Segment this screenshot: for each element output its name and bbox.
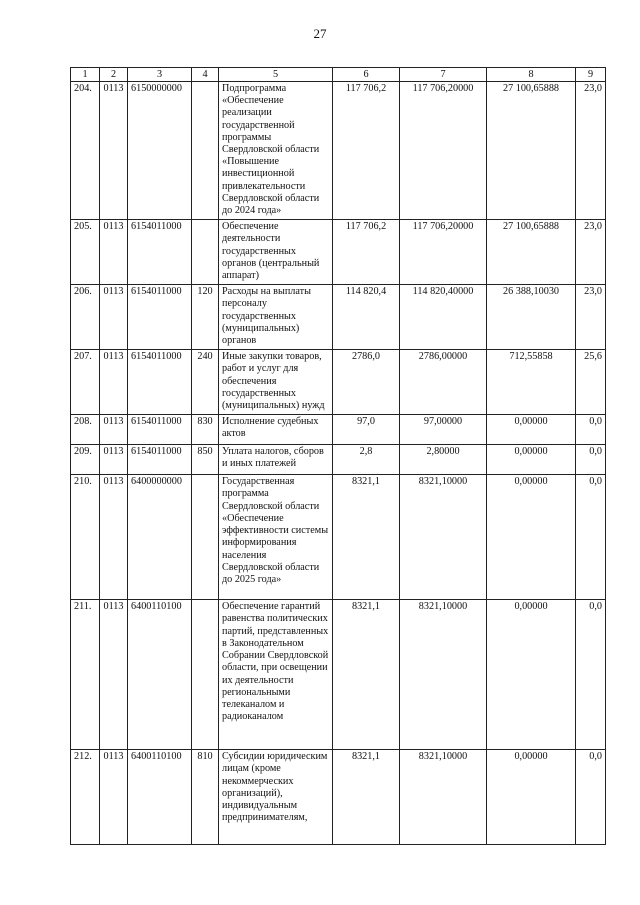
- executed-amount: 0,00000: [487, 750, 576, 845]
- table-row: [71, 415, 606, 445]
- refined-amount: 114 820,40000: [400, 285, 487, 350]
- refined-amount: 97,00000: [400, 415, 487, 445]
- column-header: 2: [100, 68, 128, 82]
- table-row: [71, 285, 606, 350]
- plan-amount: 2,8: [333, 445, 400, 475]
- row-number: 208.: [71, 415, 100, 445]
- executed-amount: 0,00000: [487, 445, 576, 475]
- section-code: 0113: [100, 475, 128, 600]
- row-number: 204.: [71, 82, 100, 220]
- column-header: 9: [576, 68, 606, 82]
- plan-amount: 8321,1: [333, 475, 400, 600]
- row-number: 206.: [71, 285, 100, 350]
- table-row: [71, 475, 606, 600]
- section-code: 0113: [100, 350, 128, 415]
- column-header: 8: [487, 68, 576, 82]
- section-code: 0113: [100, 285, 128, 350]
- target-code: 6154011000: [128, 220, 192, 285]
- refined-amount: 8321,10000: [400, 475, 487, 600]
- column-header: 3: [128, 68, 192, 82]
- plan-amount: 117 706,2: [333, 82, 400, 220]
- row-number: 209.: [71, 445, 100, 475]
- executed-amount: 0,00000: [487, 415, 576, 445]
- plan-amount: 8321,1: [333, 600, 400, 750]
- table-row: [71, 82, 606, 220]
- executed-amount: 27 100,65888: [487, 82, 576, 220]
- expense-type: 240: [192, 350, 219, 415]
- target-code: 6150000000: [128, 82, 192, 220]
- item-name: Иные закупки товаров, работ и услуг для обеспечения государственных (муниципальных) нужд: [219, 350, 333, 415]
- plan-amount: 114 820,4: [333, 285, 400, 350]
- section-code: 0113: [100, 600, 128, 750]
- execution-percent: 0,0: [576, 475, 606, 600]
- plan-amount: 8321,1: [333, 750, 400, 845]
- executed-amount: 27 100,65888: [487, 220, 576, 285]
- refined-amount: 2,80000: [400, 445, 487, 475]
- expense-type: 810: [192, 750, 219, 845]
- table-header-row: [71, 68, 606, 82]
- table-row: [71, 350, 606, 415]
- item-name: Подпрограмма «Обеспечение реализации государственной программы Свердловской области «Повышение инвестиционной привлекательности Свердловской области до 2024 года»: [219, 82, 333, 220]
- execution-percent: 25,6: [576, 350, 606, 415]
- executed-amount: 712,55858: [487, 350, 576, 415]
- table-row: [71, 600, 606, 750]
- execution-percent: 23,0: [576, 82, 606, 220]
- target-code: 6154011000: [128, 350, 192, 415]
- row-number: 205.: [71, 220, 100, 285]
- row-number: 211.: [71, 600, 100, 750]
- executed-amount: 0,00000: [487, 475, 576, 600]
- column-header: 4: [192, 68, 219, 82]
- column-header: 7: [400, 68, 487, 82]
- target-code: 6154011000: [128, 445, 192, 475]
- executed-amount: 26 388,10030: [487, 285, 576, 350]
- item-name: Уплата налогов, сборов и иных платежей: [219, 445, 333, 475]
- expense-type: [192, 475, 219, 600]
- expense-type: [192, 82, 219, 220]
- target-code: 6400110100: [128, 750, 192, 845]
- executed-amount: 0,00000: [487, 600, 576, 750]
- target-code: 6400000000: [128, 475, 192, 600]
- row-number: 212.: [71, 750, 100, 845]
- refined-amount: 117 706,20000: [400, 220, 487, 285]
- item-name: Обеспечение деятельности государственных органов (центральный аппарат): [219, 220, 333, 285]
- item-name: Расходы на выплаты персоналу государственных (муниципальных) органов: [219, 285, 333, 350]
- budget-table: [70, 67, 606, 845]
- row-number: 207.: [71, 350, 100, 415]
- item-name: Субсидии юридическим лицам (кроме некоммерческих организаций), индивидуальным предпринимателям,: [219, 750, 333, 845]
- table-row: [71, 220, 606, 285]
- target-code: 6154011000: [128, 285, 192, 350]
- column-header: 1: [71, 68, 100, 82]
- section-code: 0113: [100, 82, 128, 220]
- execution-percent: 0,0: [576, 600, 606, 750]
- section-code: 0113: [100, 220, 128, 285]
- target-code: 6154011000: [128, 415, 192, 445]
- target-code: 6400110100: [128, 600, 192, 750]
- expense-type: 830: [192, 415, 219, 445]
- page-number: 27: [313, 26, 327, 41]
- refined-amount: 8321,10000: [400, 750, 487, 845]
- item-name: Исполнение судебных актов: [219, 415, 333, 445]
- plan-amount: 97,0: [333, 415, 400, 445]
- execution-percent: 23,0: [576, 220, 606, 285]
- refined-amount: 2786,00000: [400, 350, 487, 415]
- refined-amount: 117 706,20000: [400, 82, 487, 220]
- expense-type: [192, 600, 219, 750]
- plan-amount: 117 706,2: [333, 220, 400, 285]
- refined-amount: 8321,10000: [400, 600, 487, 750]
- item-name: Обеспечение гарантий равенства политических партий, представленных в Законодательном Собрании Свердловской области, при освещении их деятельности региональными телеканалом и радиоканалом: [219, 600, 333, 750]
- plan-amount: 2786,0: [333, 350, 400, 415]
- expense-type: 850: [192, 445, 219, 475]
- expense-type: [192, 220, 219, 285]
- table-row: [71, 445, 606, 475]
- column-header: 5: [219, 68, 333, 82]
- execution-percent: 0,0: [576, 750, 606, 845]
- execution-percent: 0,0: [576, 445, 606, 475]
- section-code: 0113: [100, 445, 128, 475]
- section-code: 0113: [100, 750, 128, 845]
- expense-type: 120: [192, 285, 219, 350]
- item-name: Государственная программа Свердловской области «Обеспечение эффективности системы информирования населения Свердловской области до 2025 года»: [219, 475, 333, 600]
- row-number: 210.: [71, 475, 100, 600]
- column-header: 6: [333, 68, 400, 82]
- section-code: 0113: [100, 415, 128, 445]
- execution-percent: 23,0: [576, 285, 606, 350]
- table-row: [71, 750, 606, 845]
- execution-percent: 0,0: [576, 415, 606, 445]
